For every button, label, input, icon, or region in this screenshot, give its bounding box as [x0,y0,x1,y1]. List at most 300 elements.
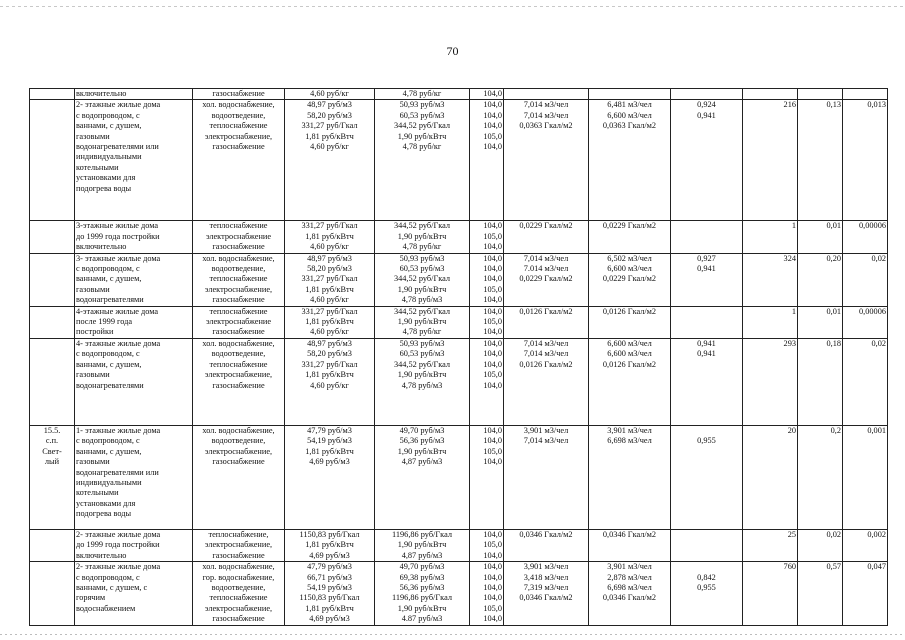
cell-tariff-current [285,562,375,626]
cell-line: 1,81 руб/кВтч [305,131,354,141]
cell-line: хол. водоснабжение, [202,253,275,263]
cell-line: 104,0 [483,295,502,305]
cell-line: 4,78 руб/м3 [401,380,443,390]
cell-line: 56,36 руб/м3 [399,582,445,592]
cell-line: 0,2 [830,425,841,435]
cell-line: 0,0229 Гкал/м2 [519,274,573,284]
cell-line: 104,0 [483,562,502,572]
cell-settlement [30,306,75,338]
table-row [30,306,888,338]
cell-growth-index [470,100,504,221]
cell-norm-adjusted [589,100,671,221]
cell-tariff-new [375,338,470,425]
scan-bottom-dotted-line [0,634,905,635]
cell-line: постройки [76,327,114,337]
cell-growth-index [470,253,504,306]
cell-line: электроснабжение [205,231,272,241]
table-row [30,253,888,306]
cell-tariff-current [285,529,375,561]
cell-share-total [843,89,888,100]
cell-norm-per-unit [504,221,589,253]
cell-line: 105,0 [483,540,502,550]
cell-tariff-new [375,529,470,561]
cell-line: 6,600 м3/чел [607,349,652,359]
cell-settlement [30,425,75,529]
cell-line: 60,53 руб/м3 [399,110,445,120]
cell-line: электроснабжение, [204,446,273,456]
cell-line: после 1999 года [76,317,133,327]
cell-line: 4- этажные жилые дома [76,338,161,348]
cell-line: 1196,86 руб/Гкал [392,529,452,539]
cell-line: до 1999 года постройки [76,231,160,241]
cell-line: 104,0 [483,221,502,231]
cell-utility-services [193,562,285,626]
cell-line: газоснабжение [212,380,265,390]
cell-consumers-count [743,221,798,253]
cell-line: 0,0126 Гкал/м2 [519,359,573,369]
cell-line [672,426,741,436]
cell-utility-services [193,306,285,338]
cell-line: 4,87 руб/м3 [401,550,443,560]
cell-line: 3- этажные жилые дома [76,253,161,263]
cell-line: 6,502 м3/чел [607,253,652,263]
cell-line: 0,20 [826,253,841,263]
cell-line: 4,60 руб/кг [310,295,349,305]
cell-building-type [75,253,193,306]
cell-line: электроснабжение, [204,370,273,380]
cell-line: 6,600 м3/чел [607,110,652,120]
cell-line: 0,0229 Гкал/м2 [602,221,657,231]
cell-tariff-current [285,306,375,338]
cell-line: 15.5. [43,425,61,435]
cell-norm-per-unit [504,529,589,561]
cell-norm-per-unit [504,89,589,100]
cell-coefficient [671,89,743,100]
cell-line: 104,0 [483,436,502,446]
cell-norm-adjusted [589,529,671,561]
cell-line: 7,014 м3/чел [523,253,569,263]
cell-line: 7.014 м3/чел [523,264,569,274]
cell-line: теплоснабжение [209,274,268,284]
cell-line: 331,27 руб/Гкал [301,306,358,316]
cell-tariff-new [375,562,470,626]
cell-consumers-count [743,529,798,561]
cell-share-value [798,562,843,626]
cell-line: 0,047 [867,562,886,572]
cell-line: водоотведение, [211,110,266,120]
cell-line: с водопроводом, с [76,436,140,446]
cell-line: 104,0 [483,593,502,603]
cell-line: 0,0126 Гкал/м2 [602,306,657,316]
cell-share-total [843,529,888,561]
cell-line: 1,90 руб/кВтч [397,231,447,241]
cell-line: 0,941 [697,110,716,120]
cell-line: 0,002 [867,529,886,539]
cell-growth-index [470,338,504,425]
cell-tariff-new [375,253,470,306]
cell-norm-adjusted [589,221,671,253]
table-row [30,529,888,561]
cell-share-total [843,221,888,253]
cell-line: включительно [76,89,127,98]
cell-coefficient [671,425,743,529]
cell-norm-per-unit [504,425,589,529]
cell-settlement [30,89,75,100]
cell-utility-services [193,529,285,561]
cell-building-type [75,306,193,338]
cell-line: до 1999 года постройки [76,540,160,550]
cell-line: 760 [783,562,796,572]
cell-line: 324 [783,253,796,263]
cell-line: электроснабжение, [204,131,273,141]
cell-line: 344,52 руб/Гкал [393,221,451,231]
cell-line: 2- этажные жилые дома [76,100,161,110]
cell-line: 4-этажные жилые дома [76,306,159,316]
cell-line: 56,36 руб/м3 [399,436,445,446]
cell-line: 3,901 м3/чел [607,562,652,572]
cell-line: хол. водоснабжение, [202,562,275,572]
cell-line: 0,0346 Гкал/м2 [519,529,573,539]
cell-line: 50,93 руб/м3 [399,253,445,263]
cell-line: 4,78 руб/кг [402,327,442,337]
cell-line: 104,0 [483,338,502,348]
cell-line: 3-этажные жилые дома [76,221,159,231]
cell-line: котельными [76,488,119,498]
cell-line: водоснабжением [76,603,136,613]
cell-line: ваннами, с душем, [76,446,142,456]
cell-growth-index [470,425,504,529]
cell-line: установками для [76,173,136,183]
cell-tariff-current [285,221,375,253]
cell-line: 3,901 м3/чел [523,562,569,572]
cell-line: 104,0 [483,121,502,131]
cell-tariff-current [285,425,375,529]
cell-line: теплоснабжение [209,359,268,369]
cell-line: 1,90 руб/кВтч [397,446,447,456]
cell-norm-adjusted [589,338,671,425]
cell-growth-index [470,306,504,338]
cell-tariff-current [285,100,375,221]
cell-coefficient [671,221,743,253]
cell-line: 0,924 [697,100,716,110]
cell-line: с водопроводом, с [76,349,140,359]
cell-line: 1,90 руб/кВтч [397,131,447,141]
cell-line: 25 [787,529,796,539]
cell-growth-index [470,529,504,561]
cell-line: 3,418 м3/чел [523,572,569,582]
cell-line: газоснабжение [212,142,265,152]
cell-line: 331,27 руб/Гкал [301,121,358,131]
cell-line: 1150,83 руб/Гкал [299,529,360,539]
cell-share-value [798,89,843,100]
cell-line: 1,81 руб/кВтч [305,317,354,327]
cell-line: 104,0 [483,110,502,120]
cell-building-type [75,221,193,253]
cell-utility-services [193,425,285,529]
cell-line: 105,0 [483,370,502,380]
cell-norm-per-unit [504,253,589,306]
table-row [30,89,888,100]
cell-line: 48,97 руб/м3 [307,338,352,348]
cell-line: 47,79 руб/м3 [307,425,352,435]
cell-line: 1 [791,221,796,231]
cell-settlement [30,100,75,221]
cell-share-value [798,338,843,425]
cell-coefficient [671,100,743,221]
cell-settlement [30,253,75,306]
cell-line: 1,90 руб/кВтч [397,370,447,380]
table-row [30,221,888,253]
cell-tariff-current [285,253,375,306]
cell-line: 1,81 руб/кВтч [305,540,354,550]
cell-building-type [75,425,193,529]
cell-utility-services [193,221,285,253]
table-row [30,425,888,529]
cell-line: ваннами, с душем, [76,359,142,369]
cell-line: 1,90 руб/кВтч [397,317,447,327]
cell-line: 48,97 руб/м3 [307,100,352,110]
cell-line: 1,81 руб/кВтч [305,231,354,241]
cell-growth-index [470,89,504,100]
cell-line [672,562,741,572]
cell-line: 0,18 [826,338,841,348]
cell-line: 60,53 руб/м3 [399,349,445,359]
cell-tariff-new [375,425,470,529]
scan-top-dotted-line [0,6,905,7]
cell-line: 104,0 [483,359,502,369]
cell-tariff-current [285,338,375,425]
cell-line: 50,93 руб/м3 [399,338,445,348]
cell-building-type [75,100,193,221]
cell-coefficient [671,338,743,425]
cell-line: 1 [791,306,796,316]
cell-line: 4,60 руб/кг [310,89,349,98]
cell-share-total [843,306,888,338]
cell-consumers-count [743,562,798,626]
cell-line: 4,78 руб/кг [402,89,442,98]
cell-line: электроснабжение, [204,540,273,550]
cell-line: 0,941 [697,349,716,359]
cell-line: 4,78 руб/м3 [401,295,443,305]
cell-line: 2,878 м3/чел [607,572,652,582]
cell-line: электроснабжение, [204,284,273,294]
cell-line: 216 [783,100,796,110]
cell-line: 331,27 руб/Гкал [301,221,358,231]
cell-share-total [843,100,888,221]
cell-line: 1,90 руб/кВтч [397,603,447,613]
cell-line: 0,01 [826,306,841,316]
cell-line: 0,0126 Гкал/м2 [519,306,573,316]
cell-line: 0,955 [697,436,716,446]
cell-line: газовыми [76,131,110,141]
cell-coefficient [671,253,743,306]
cell-line: 4,87 руб/м3 [401,457,443,467]
cell-line: 6,481 м3/чел [607,100,652,110]
cell-growth-index [470,221,504,253]
cell-line: 54,19 руб/м3 [307,582,352,592]
cell-line: ваннами, с душем, [76,274,142,284]
cell-utility-services [193,100,285,221]
cell-norm-adjusted [589,562,671,626]
cell-line: 331,27 руб/Гкал [301,359,358,369]
cell-tariff-new [375,221,470,253]
cell-tariff-current [285,89,375,100]
cell-line: 6,600 м3/чел [607,338,652,348]
cell-settlement [30,562,75,626]
cell-line: водоотведение, [211,582,266,592]
cell-line: 4,78 руб/кг [402,142,442,152]
cell-coefficient [671,562,743,626]
cell-line: 4,69 руб/м3 [309,457,350,467]
cell-line: 69,38 руб/м3 [399,572,445,582]
cell-share-value [798,529,843,561]
cell-line: 0,0229 Гкал/м2 [519,221,573,231]
cell-line: газоснабжение [212,327,265,337]
cell-line: 104,0 [483,614,502,624]
tariff-table [29,88,888,626]
cell-consumers-count [743,338,798,425]
cell-line: лый [44,457,60,467]
cell-line: 0,13 [826,100,841,110]
cell-growth-index [470,562,504,626]
cell-line: 4,69 руб/м3 [309,550,350,560]
cell-line: теплоснабжение [209,593,268,603]
cell-building-type [75,338,193,425]
cell-settlement [30,221,75,253]
cell-line: ваннами, с душем, с [76,582,148,592]
cell-line: 104,0 [483,380,502,390]
cell-line: 104,0 [483,550,502,560]
cell-line: 0,02 [871,338,886,348]
cell-norm-per-unit [504,306,589,338]
cell-line: 344,52 руб/Гкал [393,306,451,316]
cell-line: подогрева воды [76,509,132,519]
cell-line: 7,319 м3/чел [523,582,569,592]
cell-line: 1,81 руб/кВтч [305,284,354,294]
cell-line: 0,013 [867,100,886,110]
cell-line: водонагревателями [76,380,144,390]
cell-line: электроснабжение [205,317,272,327]
cell-line: с.п. [45,436,59,446]
cell-line: 0,02 [871,253,886,263]
cell-settlement [30,529,75,561]
cell-line: 0,00006 [859,306,886,316]
cell-share-value [798,425,843,529]
cell-line: 0,001 [867,425,886,435]
cell-norm-adjusted [589,425,671,529]
cell-line: 0,00006 [859,221,886,231]
cell-line: 0,955 [697,582,716,592]
cell-line: 2- этажные жилые дома [76,529,161,539]
cell-line: 104,0 [483,306,502,316]
cell-line: гор. водоснабжение, [202,572,275,582]
cell-line: газоснабжение [212,457,265,467]
cell-line: индивидуальными [76,477,142,487]
cell-line: 104,0 [483,529,502,539]
cell-line: водонагревателями или [76,467,159,477]
cell-line: 0,941 [697,338,716,348]
cell-share-total [843,562,888,626]
cell-share-total [843,253,888,306]
page-number: 70 [446,44,459,58]
cell-tariff-new [375,89,470,100]
cell-share-total [843,425,888,529]
cell-line: 0,0346 Гкал/м2 [602,529,657,539]
cell-line: 104,0 [483,425,502,435]
cell-line: 105,0 [483,317,502,327]
cell-line: водоотведение, [211,349,266,359]
cell-line: 344,52 руб/Гкал [393,121,451,131]
table-body [30,89,888,626]
cell-line: 104,0 [483,582,502,592]
cell-line: 7,014 м3/чел [523,110,569,120]
cell-share-value [798,100,843,221]
cell-line: 2- этажные жилые дома [76,562,161,572]
cell-line: 49,70 руб/м3 [399,425,445,435]
cell-line: включительно [76,550,127,560]
cell-norm-adjusted [589,89,671,100]
cell-line: 104,0 [483,327,502,337]
cell-line: водоотведение, [211,436,266,446]
cell-line: хол. водоснабжение, [202,100,275,110]
cell-share-value [798,221,843,253]
cell-norm-adjusted [589,306,671,338]
cell-line: 0,02 [826,529,841,539]
cell-line: 60,53 руб/м3 [399,264,445,274]
cell-line: с водопроводом, с [76,572,140,582]
cell-line: 20 [787,425,796,435]
cell-line: подогрева воды [76,183,132,193]
cell-building-type [75,529,193,561]
cell-line: 104,0 [483,349,502,359]
cell-line: водонагревателями или [76,142,159,152]
cell-line: газоснабжение [212,295,265,305]
cell-line: 105,0 [483,231,502,241]
cell-line: 47,79 руб/м3 [307,562,352,572]
cell-utility-services [193,89,285,100]
cell-line: 1- этажные жилые дома [76,425,161,435]
cell-tariff-new [375,100,470,221]
cell-line: 0,0346 Гкал/м2 [602,593,657,603]
cell-coefficient [671,529,743,561]
cell-share-value [798,253,843,306]
cell-line: 104,0 [483,274,502,284]
cell-line: 50,93 руб/м3 [399,100,445,110]
cell-coefficient [671,306,743,338]
cell-line: 58,20 руб/м3 [307,264,352,274]
cell-line: 4,60 руб/кг [310,142,349,152]
cell-line: установками для [76,498,136,508]
cell-line: 6,698 м3/чел [607,582,652,592]
cell-line: 4,78 руб/кг [402,242,442,252]
cell-line: включительно [76,242,127,252]
cell-consumers-count [743,100,798,221]
cell-line: 7,014 м3/чел [523,338,569,348]
cell-line: 1,90 руб/кВтч [397,540,447,550]
table-row [30,338,888,425]
cell-line: 4,60 руб/кг [310,327,349,337]
cell-line: 0,0229 Гкал/м2 [602,274,657,284]
cell-line: Свет- [42,446,62,456]
cell-tariff-new [375,306,470,338]
cell-line: газоснабжение [212,89,265,98]
table-row [30,100,888,221]
cell-norm-adjusted [589,253,671,306]
cell-line: 0,01 [826,221,841,231]
cell-line: 4,60 руб/кг [310,380,349,390]
cell-consumers-count [743,306,798,338]
cell-line: 0,842 [697,572,716,582]
